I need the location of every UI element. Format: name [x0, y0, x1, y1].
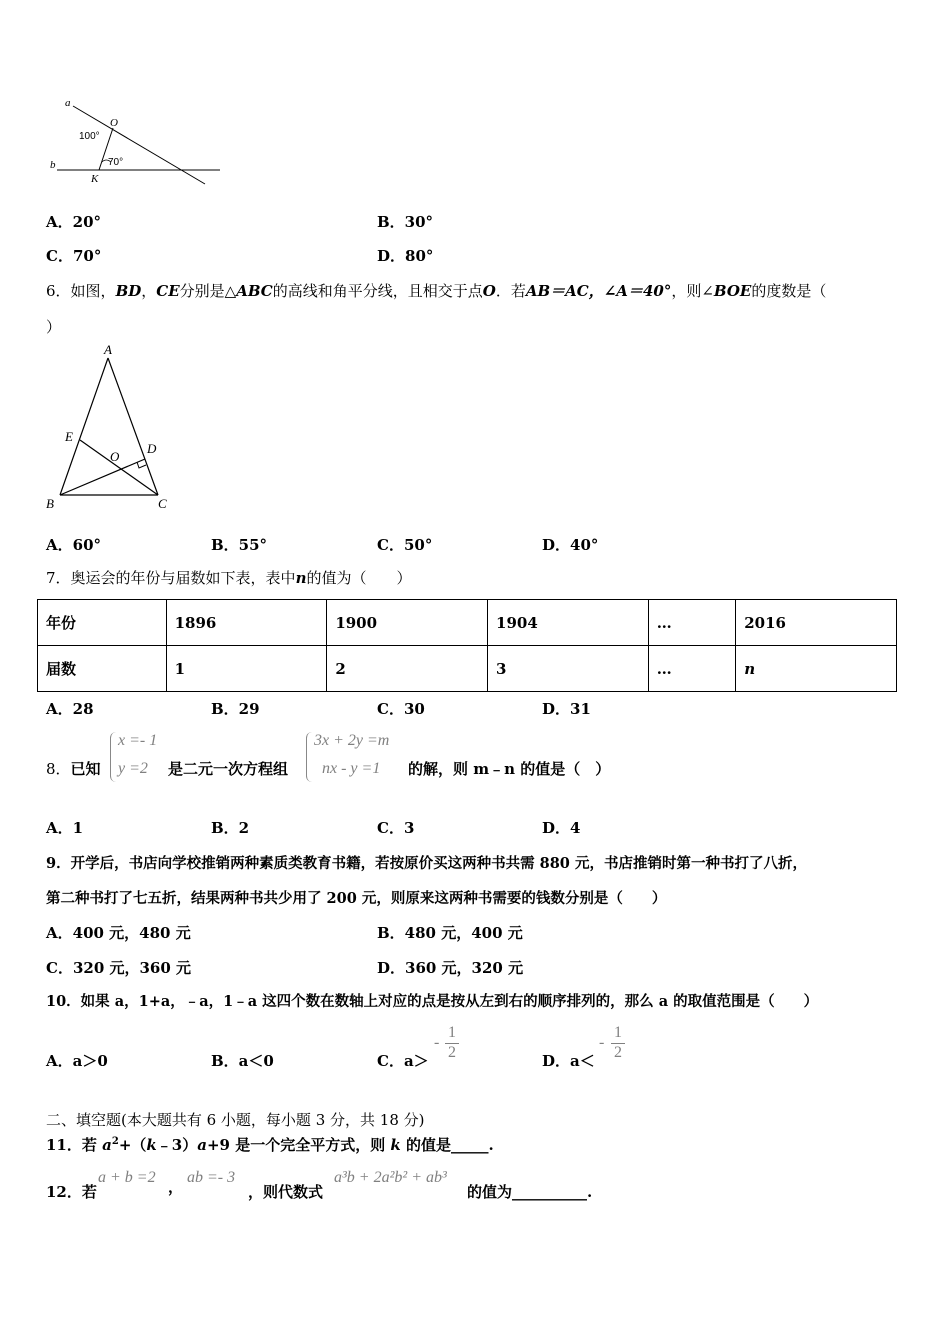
q8-number-text — [46, 758, 101, 779]
q11-number: 11．若 — [46, 1136, 103, 1154]
side-ac — [108, 358, 158, 495]
label-o: O — [110, 117, 118, 129]
fraction-numerator: 1 — [614, 1024, 622, 1041]
table-row — [38, 646, 897, 692]
q7-number: 7． — [46, 569, 71, 587]
q6-triangle-figure — [40, 340, 180, 515]
q6-stem — [46, 280, 826, 301]
side-ab — [60, 358, 108, 495]
q6-text-5: ，则∠ — [671, 282, 714, 300]
q11-stem — [46, 1134, 494, 1155]
q6-condition: AB＝AC，∠A＝40° — [525, 282, 672, 300]
q7-n: n — [295, 569, 307, 587]
q5-figure — [45, 92, 230, 192]
q11-var-k: k — [390, 1136, 401, 1154]
q12-expr-1: a + b =2 — [98, 1169, 156, 1186]
q12-separator: ， — [168, 1178, 184, 1196]
q9-option-d: D．360 元，320 元 — [377, 959, 524, 977]
q8-text-2: 是二元一次方程组 — [168, 760, 289, 778]
label-a: a — [65, 97, 71, 109]
q10-option-c: C．a＞ — [377, 1052, 429, 1070]
q9-option-c: C．320 元，360 元 — [46, 959, 192, 977]
q11-text: ﹣3） — [156, 1136, 198, 1154]
section-2-title: 二、填空题(本大题共有 6 小题，每小题 3 分，共 18 分) — [46, 1111, 425, 1129]
q12-expr-3: a³b + 2a²b² + ab³ — [334, 1169, 447, 1186]
q12-expr-2: ab =- 3 — [187, 1169, 236, 1186]
table-cell: … — [648, 646, 736, 692]
q7-option-d: D．31 — [542, 700, 591, 718]
q6-sep: ， — [141, 282, 157, 300]
q8-option-b: B．2 — [211, 819, 250, 837]
vertex-b: B — [46, 496, 54, 511]
q9-line-2: 第二种书打了七五折，结果两种书共少用了 200 元，则原来这两种书需要的钱数分别是（ ） — [46, 890, 667, 907]
label-k: K — [91, 173, 99, 185]
vertex-a: A — [104, 342, 112, 357]
q8-number: 8． — [46, 760, 71, 778]
table-cell: 3 — [488, 646, 649, 692]
olympics-table — [37, 599, 897, 692]
q8-brace-1 — [110, 732, 117, 782]
q8-text-1: 已知 — [70, 760, 101, 778]
q5-option-c: C．70° — [46, 247, 102, 265]
table-cell: … — [648, 600, 736, 646]
fraction-denominator: 2 — [611, 1043, 625, 1062]
q6-option-d: D．40° — [542, 536, 599, 554]
q11-var-a: a — [197, 1136, 207, 1154]
q7-option-b: B．29 — [211, 700, 260, 718]
fraction-denominator: 2 — [445, 1043, 459, 1062]
table-cell: 2 — [327, 646, 488, 692]
point-d: D — [147, 441, 157, 456]
q11-var-a: a — [102, 1136, 112, 1154]
q6-boe: BOE — [713, 282, 752, 300]
q11-text: 的值是_____. — [400, 1136, 494, 1154]
q8-system1-line1: x =- 1 — [118, 732, 158, 749]
q8-option-d: D．4 — [542, 819, 581, 837]
fraction-numerator: 1 — [448, 1024, 456, 1041]
q6-close-paren: ） — [46, 318, 62, 336]
q7-text-2: 的值为（ ） — [306, 569, 412, 587]
q5-option-b: B．30° — [377, 213, 434, 231]
q10-d-minus: - — [599, 1034, 605, 1051]
q9-option-a: A．400 元，480 元 — [46, 924, 191, 942]
q7-option-c: C．30 — [377, 700, 425, 718]
q12-text-1: ，则代数式 — [248, 1183, 324, 1201]
q10-c-minus: - — [434, 1034, 440, 1051]
q6-option-a: A．60° — [46, 536, 102, 554]
q8-brace-2 — [306, 732, 313, 782]
q9-option-b: B．480 元，400 元 — [377, 924, 523, 942]
q6-text-3: 的高线和角平分线，且相交于点 — [272, 282, 483, 300]
table-cell: 1904 — [488, 600, 649, 646]
q12-text-2: 的值为__________. — [467, 1183, 593, 1201]
q7-text-1: 奥运会的年份与届数如下表，表中 — [70, 569, 296, 587]
q11-text: +9 是一个完全平方式，则 — [206, 1136, 391, 1154]
q8-system1-line2: y =2 — [118, 760, 148, 777]
point-o: O — [110, 449, 120, 464]
q10-option-a: A．a＞0 — [46, 1052, 108, 1070]
q6-text-4: ．若 — [495, 282, 526, 300]
q6-bd: BD — [115, 282, 142, 300]
label-b: b — [50, 159, 56, 171]
q8-option-c: C．3 — [377, 819, 415, 837]
q8-system2-line2: nx - y =1 — [322, 760, 381, 777]
q6-option-b: B．55° — [211, 536, 268, 554]
table-cell: n — [736, 646, 897, 692]
q11-exponent: 2 — [111, 1136, 119, 1147]
q6-o: O — [482, 282, 496, 300]
table-cell: 届数 — [38, 646, 167, 692]
table-cell: 1896 — [166, 600, 327, 646]
q10-d-fraction — [611, 1024, 625, 1062]
q8-system2-line1: 3x + 2y =m — [314, 732, 390, 749]
table-row — [38, 600, 897, 646]
q9-line-1: 9．开学后，书店向学校推销两种素质类教育书籍，若按原价买这两种书共需 880 元，书店推销时第一种书打了八折， — [46, 855, 807, 872]
q6-abc: ABC — [236, 282, 273, 300]
q11-text: +（ — [118, 1136, 147, 1154]
point-e: E — [65, 429, 73, 444]
q8-text-3: 的解，则 m﹣n 的值是（ ） — [408, 760, 611, 778]
table-cell: 1900 — [327, 600, 488, 646]
q10-c-fraction — [445, 1024, 459, 1062]
right-angle-mark — [137, 462, 146, 468]
q11-var-k: k — [146, 1136, 157, 1154]
q6-text-6: 的度数是（ — [751, 282, 827, 300]
table-cell: 1 — [166, 646, 327, 692]
q7-option-a: A．28 — [46, 700, 94, 718]
q5-option-a: A．20° — [46, 213, 102, 231]
q6-ce: CE — [156, 282, 180, 300]
label-angle-70: 70° — [108, 157, 124, 168]
q6-number: 6． — [46, 282, 71, 300]
q8-option-a: A．1 — [46, 819, 84, 837]
label-angle-100: 100° — [79, 131, 100, 142]
q12-number: 12．若 — [46, 1183, 97, 1201]
vertex-c: C — [158, 496, 167, 511]
table-cell: 2016 — [736, 600, 897, 646]
table-cell: 年份 — [38, 600, 167, 646]
q10-stem: 10．如果 a，1+a，﹣a，1﹣a 这四个数在数轴上对应的点是按从左到右的顺序排列的，那么 a 的取值范围是（ ） — [46, 993, 819, 1010]
q7-stem — [46, 567, 411, 588]
q10-option-b: B．a＜0 — [211, 1052, 274, 1070]
q5-option-d: D．80° — [377, 247, 434, 265]
q6-option-c: C．50° — [377, 536, 433, 554]
q10-option-d: D．a＜ — [542, 1052, 595, 1070]
q6-text-1: 如图， — [70, 282, 116, 300]
q6-text-2: 分别是△ — [179, 282, 237, 300]
